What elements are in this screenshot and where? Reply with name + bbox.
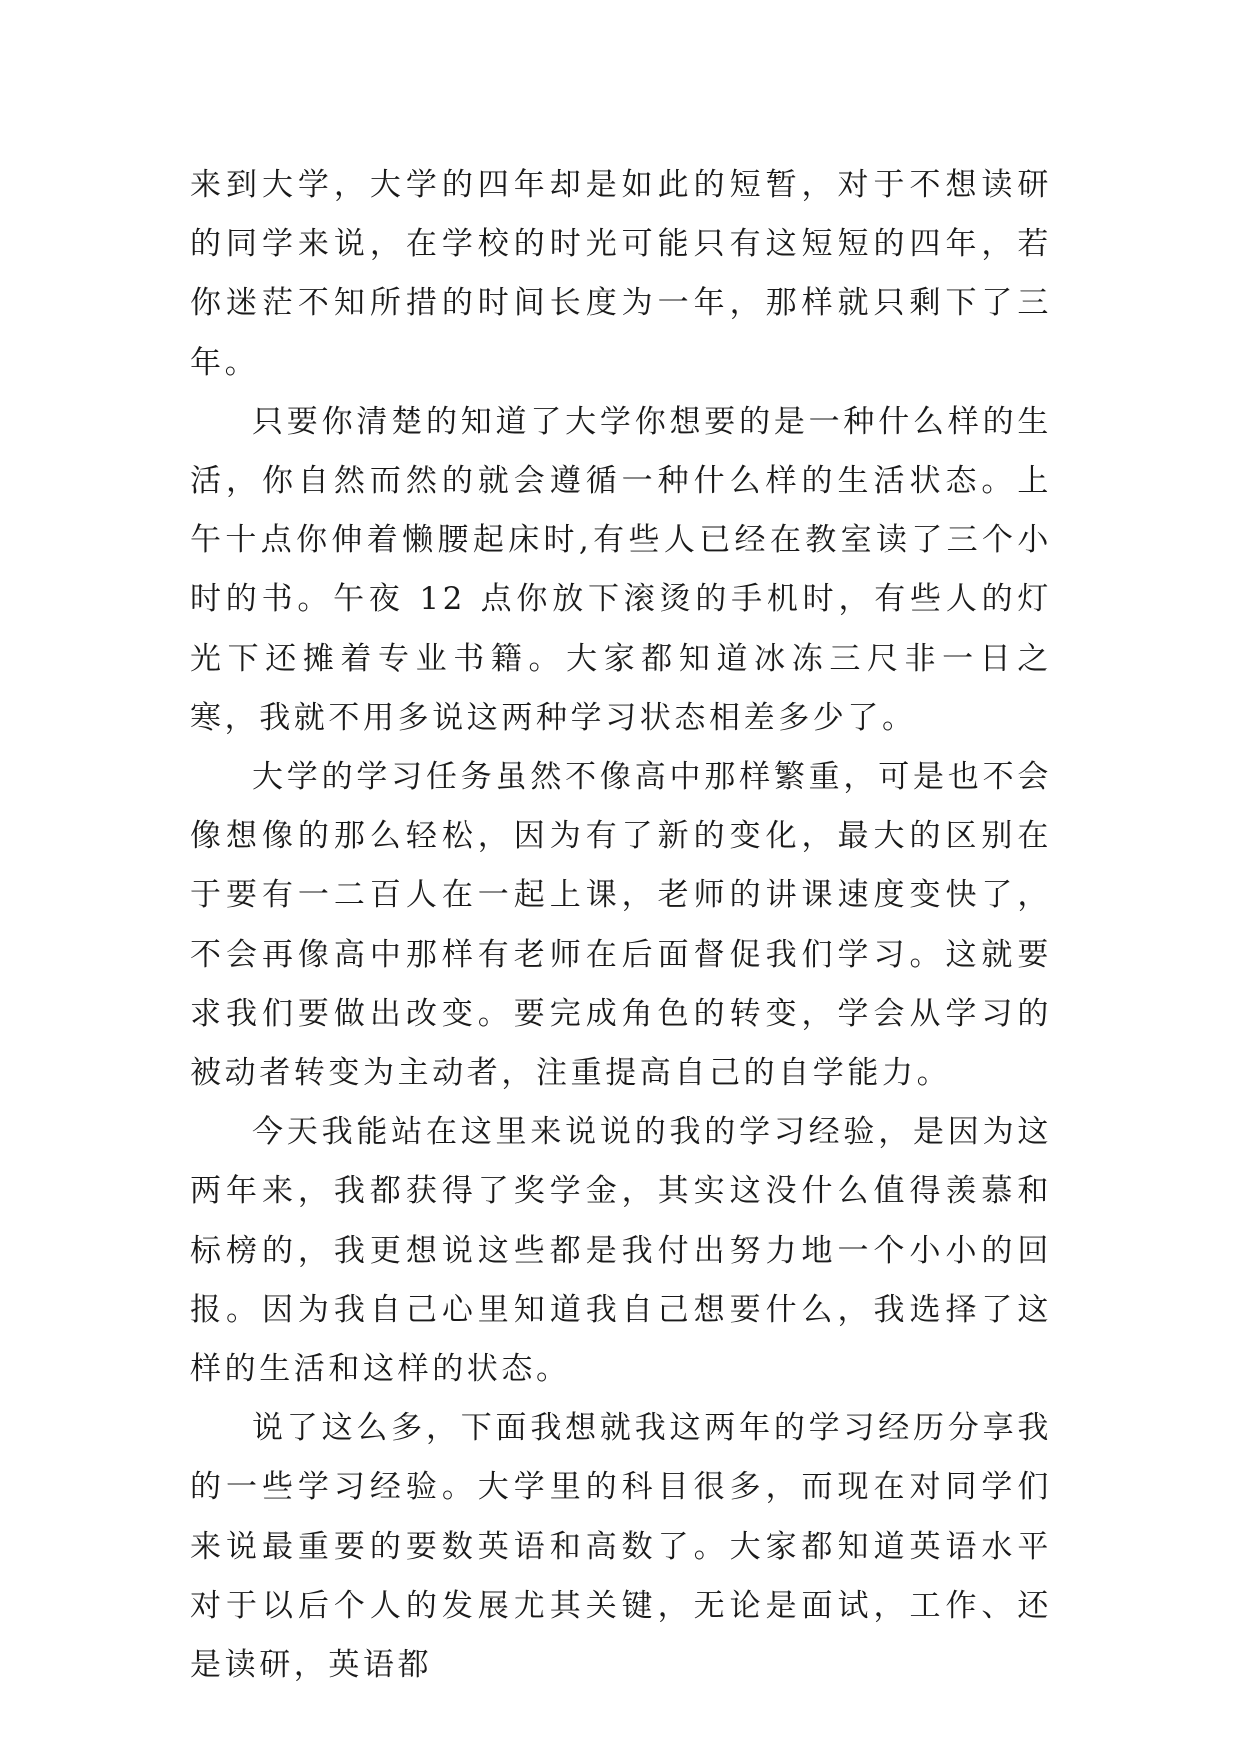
paragraph-3: 大学的学习任务虽然不像高中那样繁重，可是也不会像想像的那么轻松，因为有了新的变化，最大的区别在于要有一二百人在一起上课，老师的讲课速度变快了，不会再像高中那样有老师在后面督促我们学习。这就要求我们要做出改变。要完成角色的转变，学会从学习的被动者转变为主动者，注重提高自己的自学能力。 <box>190 759 1052 1092</box>
paragraph-5: 说了这么多，下面我想就我这两年的学习经历分享我的一些学习经验。大学里的科目很多，而现在对同学们来说最重要的要数英语和高数了。大家都知道英语水平对于以后个人的发展尤其关键，无论是面试，工作、还是读研，英语都 <box>190 1410 1052 1684</box>
paragraph-1: 来到大学，大学的四年却是如此的短暂，对于不想读研的同学来说，在学校的时光可能只有这短短的四年，若你迷茫不知所措的时间长度为一年，那样就只剩下了三年。 <box>190 167 1052 381</box>
paragraph-2: 只要你清楚的知道了大学你想要的是一种什么样的生活，你自然而然的就会遵循一种什么样的生活状态。上午十点你伸着懒腰起床时,有些人已经在教室读了三个小时的书。午夜 12 点你放下滚烫的手机时，有些人的灯光下还摊着专业书籍。大家都知道冰冻三尺非一日之寒，我就不用多说这两种学习状态相差多少了。 <box>190 403 1052 736</box>
document-page <box>190 156 1052 1695</box>
paragraph-4: 今天我能站在这里来说说的我的学习经验，是因为这两年来，我都获得了奖学金，其实这没什么值得羡慕和标榜的，我更想说这些都是我付出努力地一个小小的回报。因为我自己心里知道我自己想要什么，我选择了这样的生活和这样的状态。 <box>190 1114 1052 1388</box>
